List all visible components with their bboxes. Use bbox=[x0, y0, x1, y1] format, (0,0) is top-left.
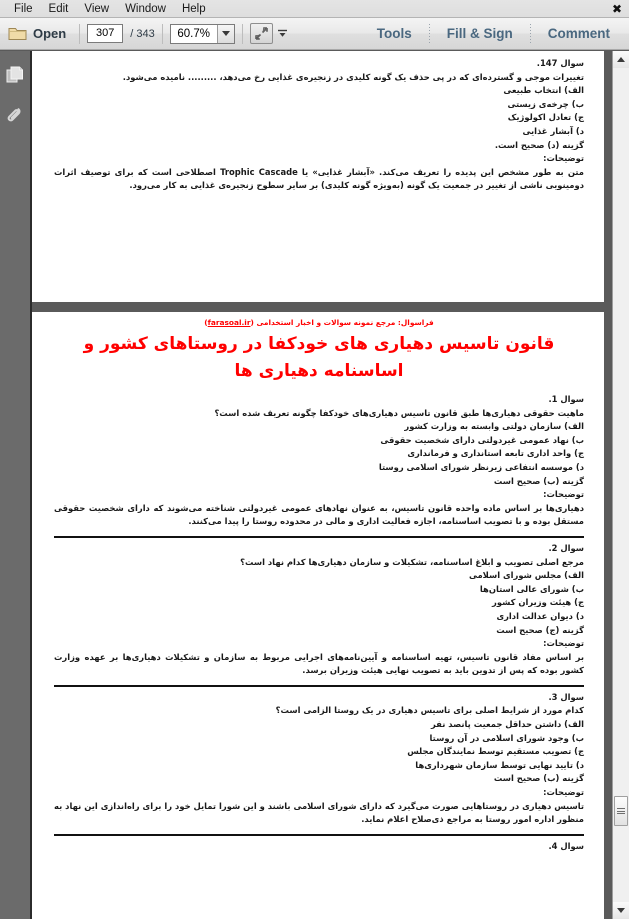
menu-item-edit[interactable]: Edit bbox=[48, 2, 69, 15]
toolbar bbox=[0, 18, 629, 50]
question-divider bbox=[54, 685, 584, 687]
explanation-label: توضیحات: bbox=[543, 638, 584, 649]
zoom-level-combobox[interactable] bbox=[170, 24, 235, 44]
question-option: ج) تصویب مستقیم توسط نمایندگان مجلس bbox=[407, 746, 584, 757]
question-answer: گزینه (ب) صحیح است bbox=[493, 773, 584, 784]
explanation-text: متن به طور مشخص این پدیده را تعریف می‌کند. «آبشار غذایی» یا Trophic Cascade اصطلاحی است که برای توصیف اثرات دومینویی ناشی از تغییر در جمعیت یک گونه (به‌ویژه گونه کلیدی) بر سایر سطوح زنجیره‌ی غذایی به کار می‌رود. bbox=[54, 166, 584, 191]
toolbar-divider-4 bbox=[429, 24, 430, 44]
app-body bbox=[0, 51, 629, 919]
scrollbar-grip-icon bbox=[617, 807, 625, 816]
chevron-down-icon bbox=[222, 31, 230, 36]
close-icon[interactable]: ✖ bbox=[611, 1, 622, 16]
tools-button[interactable]: Tools bbox=[376, 26, 412, 41]
question-answer: گزینه (ج) صحیح است bbox=[496, 624, 584, 635]
caret-down-icon bbox=[617, 908, 625, 913]
explanation-text: تاسیس دهیاری در روستاهایی صورت می‌گیرد که دارای شورای اسلامی باشند و این شورا تمایل خود را برای راه‌اندازی این نهاد به منظور اداره امور روستا به مراجع ذی‌صلاح اعلام نماید. bbox=[54, 800, 584, 825]
document-view bbox=[32, 51, 629, 919]
zoom-dropdown-button[interactable] bbox=[217, 25, 234, 43]
question-text: ماهیت حقوقی دهیاری‌ها طبق قانون تاسیس دهیاری‌های خودکفا چگونه تعریف شده است؟ bbox=[214, 407, 584, 418]
question-option: ب) وجود شورای اسلامی در آن روستا bbox=[429, 732, 584, 743]
fit-options-dropdown[interactable] bbox=[275, 24, 291, 44]
pdf-page-previous bbox=[32, 51, 604, 302]
toolbar-divider-2 bbox=[162, 24, 163, 44]
pdf-page-current bbox=[32, 312, 604, 919]
question-text: تغییرات موجی و گسترده‌ای که در پی حذف یک گونه کلیدی در زنجیره‌ی غذایی رخ می‌دهد، ......... نامیده می‌شود. bbox=[122, 71, 584, 82]
question-option: الف) سازمان دولتی وابسته به وزارت کشور bbox=[404, 421, 584, 432]
page-total-label: / 343 bbox=[130, 27, 155, 40]
question-option: د) دیوان عدالت اداری bbox=[496, 610, 584, 621]
scrollbar-track[interactable] bbox=[613, 68, 629, 902]
question-option: د) موسسه انتفاعی زیرنظر شورای اسلامی روستا bbox=[378, 461, 584, 472]
document-scroll-area bbox=[32, 51, 612, 919]
page-separator-gap bbox=[32, 302, 612, 312]
explanation-label: توضیحات: bbox=[543, 489, 584, 500]
menu-item-help[interactable]: Help bbox=[181, 2, 206, 15]
explanation-text: دهیاری‌ها بر اساس ماده واحده قانون تاسیس، به عنوان نهادهای عمومی غیردولتی شناخته می‌شوند که دارای شخصیت حقوقی مستقل بوده و با تصویب اساسنامه، اجازه فعالیت اداری و مالی در محدوده روستا را پیدا می‌کنند. bbox=[54, 502, 584, 527]
question-option: ب) نهاد عمومی غیردولتی دارای شخصیت حقوقی bbox=[380, 434, 584, 445]
toolbar-divider-5 bbox=[530, 24, 531, 44]
toolbar-right-group bbox=[368, 24, 625, 44]
toolbar-divider-1 bbox=[79, 24, 80, 44]
explanation-label: توضیحات: bbox=[543, 153, 584, 164]
menu-item-view[interactable]: View bbox=[84, 2, 110, 15]
source-site-suffix: ) bbox=[204, 318, 208, 327]
question-number: سوال 2. bbox=[548, 542, 584, 553]
question-option: ج) تعادل اکولوژیک bbox=[507, 112, 584, 123]
menu-bar bbox=[0, 0, 629, 18]
question-option: ج) هیئت وزیران کشور bbox=[492, 597, 584, 608]
toolbar-divider-3 bbox=[242, 24, 243, 44]
fit-page-button[interactable] bbox=[250, 23, 273, 44]
question-option: د) آبشار غذایی bbox=[522, 125, 584, 136]
question-number: سوال 147. bbox=[536, 58, 584, 68]
zoom-level-value[interactable]: 60.7% bbox=[177, 27, 210, 40]
question-option: د) تایید نهایی توسط سازمان شهرداری‌ها bbox=[415, 759, 584, 770]
explanation-text: بر اساس مفاد قانون تاسیس، تهیه اساسنامه و آیین‌نامه‌های اجرایی مربوط به سازمان و تشکیلات دهیاری‌ها بر عهده وزارت کشور بوده که پس از تدوین باید به تصویب نهایی هیئت وزیران برسد. bbox=[54, 651, 584, 676]
chevron-down-small-icon bbox=[277, 29, 288, 38]
caret-up-icon bbox=[617, 57, 625, 62]
question-divider bbox=[54, 834, 584, 836]
question-number: سوال 4. bbox=[548, 840, 584, 851]
menu-item-window[interactable]: Window bbox=[125, 2, 166, 15]
page-number-input[interactable]: 307 bbox=[87, 24, 123, 43]
question-option: ج) واحد اداری تابعه استانداری و فرمانداری bbox=[407, 448, 584, 459]
question-option: الف) داشتن حداقل جمعیت پانصد نفر bbox=[430, 719, 584, 730]
question-answer: گزینه (ب) صحیح است bbox=[493, 475, 584, 486]
question-divider bbox=[54, 536, 584, 538]
question-text: مرجع اصلی تصویب و ابلاغ اساسنامه، تشکیلات و سازمان دهیاری‌ها کدام نهاد است؟ bbox=[240, 556, 584, 567]
vertical-scrollbar[interactable] bbox=[612, 51, 629, 919]
scroll-up-button[interactable] bbox=[613, 51, 629, 68]
source-site-prefix: فراسوال: مرجع نمونه سوالات و اخبار استخدامی ( bbox=[250, 318, 434, 327]
source-site-line bbox=[54, 318, 584, 327]
page-title: قانون تاسیس دهیاری های خودکفا در روستاهای کشور و اساسنامه دهیاری ها bbox=[83, 334, 555, 381]
navigation-pane bbox=[0, 51, 32, 919]
question-answer: گزینه (د) صحیح است. bbox=[494, 139, 584, 150]
scroll-down-button[interactable] bbox=[613, 902, 629, 919]
open-button-label: Open bbox=[33, 26, 67, 41]
menu-item-file[interactable]: File bbox=[14, 2, 33, 15]
question-text: کدام مورد از شرایط اصلی برای تاسیس دهیاری در یک روستا الزامی است؟ bbox=[275, 705, 584, 716]
question-number: سوال 3. bbox=[548, 691, 584, 702]
scrollbar-thumb[interactable] bbox=[614, 796, 628, 826]
question-option: الف) مجلس شورای اسلامی bbox=[468, 570, 584, 581]
question-option: ب) شورای عالی استان‌ها bbox=[479, 583, 584, 594]
paperclip-attachments-icon[interactable] bbox=[3, 103, 27, 127]
page-thumbnails-icon[interactable] bbox=[3, 63, 27, 87]
folder-icon bbox=[8, 26, 27, 41]
question-number: سوال 1. bbox=[548, 394, 584, 404]
open-button[interactable] bbox=[4, 24, 72, 43]
question-option: ب) چرخه‌ی زیستی bbox=[507, 98, 584, 109]
explanation-label: توضیحات: bbox=[543, 787, 584, 798]
comment-button[interactable]: Comment bbox=[547, 26, 610, 41]
fit-page-icon bbox=[254, 26, 269, 41]
question-option: الف) انتخاب طبیعی bbox=[503, 85, 584, 96]
source-site-url[interactable]: farasoal.ir bbox=[207, 318, 251, 327]
fill-and-sign-button[interactable]: Fill & Sign bbox=[446, 26, 513, 41]
